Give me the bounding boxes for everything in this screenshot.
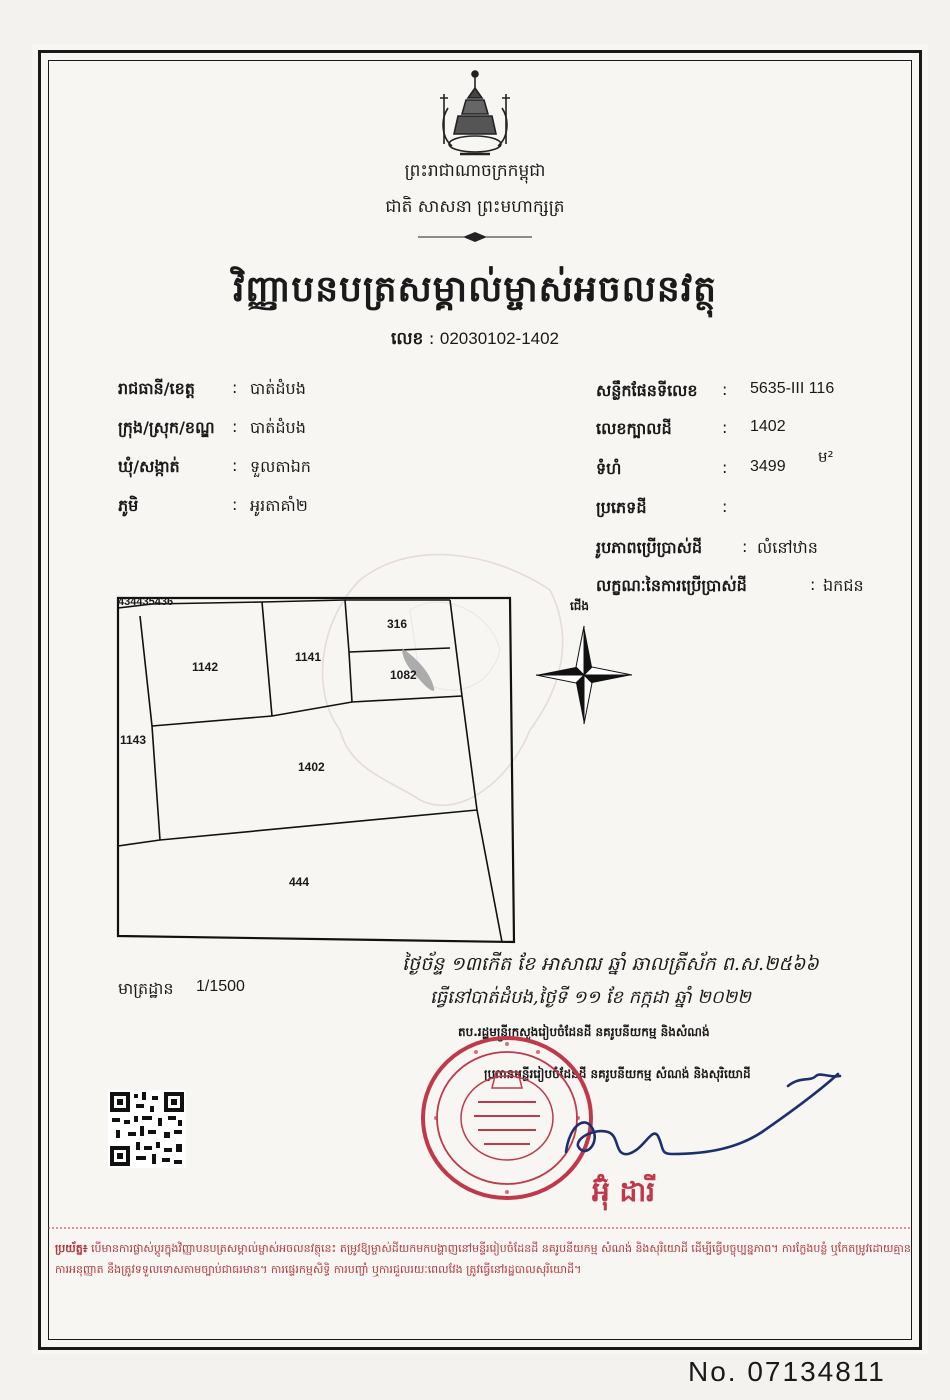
map-corner-label: 434435436: [118, 596, 174, 608]
parcel-1141: 1141: [295, 650, 322, 664]
parcel-444: 444: [289, 875, 310, 889]
field-province-label: រាជធានី/ខេត្ត: [118, 379, 195, 398]
parcel-1402: 1402: [298, 760, 325, 774]
parcel-1142: 1142: [192, 660, 219, 674]
certificate-number-label: លេខ: [390, 329, 424, 349]
handwritten-signature: [548, 1062, 848, 1172]
field-land-type-label: ប្រភេទដី: [596, 498, 647, 517]
parcel-1082: 1082: [390, 668, 417, 682]
scale-label: មាត្រដ្ឋាន: [118, 979, 174, 998]
parcel-1143: 1143: [120, 733, 147, 747]
lunar-date: ថ្ងៃច័ន្ទ ១៣កើត ខែ អាសាឍ ឆ្នាំ ឆាលត្រីស័ក ព.ស.២៥៦៦: [402, 953, 819, 975]
field-map-sheet-label: សន្លឹកផែនទីលេខ: [596, 381, 698, 400]
footer-warning-label: ប្រយ័ត្ន៖: [55, 1242, 88, 1255]
field-village-label: ភូមិ: [118, 496, 139, 515]
national-motto: ជាតិ សាសនា ព្រះមហាក្សត្រ: [385, 197, 565, 217]
certificate-number: លេខ : 02030102-1402: [390, 329, 560, 349]
field-use-character-value: ឯកជន: [823, 576, 864, 595]
field-area-label: ទំហំ: [596, 459, 622, 478]
solar-date: ធ្វើនៅបាត់ដំបង,ថ្ងៃទី ១១ ខែ កក្កដា ឆ្នាំ ២០២២: [430, 987, 751, 1008]
certificate-number-value: 02030102-1402: [439, 329, 560, 348]
field-village-value: អូរតាគាំ២: [250, 496, 308, 515]
field-area-value: 3499: [750, 458, 786, 475]
serial-number: No. 07134811: [688, 1356, 886, 1387]
field-commune-value: ទួលតាឯក: [250, 457, 311, 476]
field-map-sheet-value: 5635-III 116: [750, 380, 835, 397]
footer-divider: [48, 1226, 912, 1230]
field-province-value: បាត់ដំបង: [250, 379, 306, 398]
scale-value: 1/1500: [196, 978, 245, 995]
kingdom-name: ព្រះរាជាណាចក្រកម្ពុជា: [404, 161, 546, 181]
field-area-unit: ម²: [818, 448, 834, 466]
royal-crest-emblem: [430, 68, 520, 160]
field-land-use-label: រូបភាពប្រើប្រាស់ដី: [596, 538, 703, 557]
ornament-divider: [418, 230, 532, 244]
footer-warning-text: បើមានការផ្លាស់ប្តូរក្នុងវិញ្ញាបនបត្រសម្គាល់ម្ចាស់អចលនវត្ថុនេះ តម្រូវឱ្យម្ចាស់ដីយកមកបង្ហាញនៅមន្ទីររៀបចំដែនដី នគរូបនីយកម្ម សំណង់ និងសុរិយោដី ដើម្បីធ្វើបច្ចុប្បន្នភាព។ ការក្លែងបន្លំ ឬកែតម្រូវដោយគ្មានការអនុញ្ញាត នឹងត្រូវទទួលទោសតាមច្បាប់ជាធរមាន។ ការផ្ទេរកម្មសិទ្ធិ ការបញ្ចាំ ឬការជួលរយៈពេលវែង ត្រូវធ្វើនៅរដ្ឋបាលសុរិយោដី។: [55, 1242, 911, 1276]
north-arrow-icon: [532, 622, 636, 728]
footer-warning: [55, 1238, 915, 1280]
field-parcel-number-label: លេខក្បាលដី: [596, 419, 672, 438]
field-district-value: បាត់ដំបង: [250, 418, 306, 437]
qr-code: [108, 1090, 186, 1168]
signatory-line-2: ប្រធានមន្ទីររៀបចំដែនដី នគរូបនីយកម្ម សំណង់ និងសុរិយោដី: [484, 1067, 751, 1081]
signatory-name: អ៊ុំ ដារី: [592, 1175, 656, 1208]
field-parcel-number-value: 1402: [750, 418, 786, 435]
certificate-title: វិញ្ញាបនបត្រសម្គាល់ម្ចាស់អចលនវត្ថុ: [232, 269, 718, 310]
north-label: ជើង: [570, 599, 590, 613]
signatory-line-1: តប.រដ្ឋមន្ត្រីក្រសួងរៀបចំដែនដី នគរូបនីយកម្ម និងសំណង់: [458, 1025, 710, 1039]
field-district-label: ក្រុង/ស្រុក/ខណ្ឌ: [118, 418, 215, 437]
field-land-use-value: លំនៅឋាន: [757, 538, 818, 557]
parcel-316: 316: [387, 617, 408, 631]
field-use-character-label: លក្ខណៈនៃការប្រើប្រាស់ដី: [596, 576, 747, 595]
field-commune-label: ឃុំ/សង្កាត់: [118, 457, 180, 476]
